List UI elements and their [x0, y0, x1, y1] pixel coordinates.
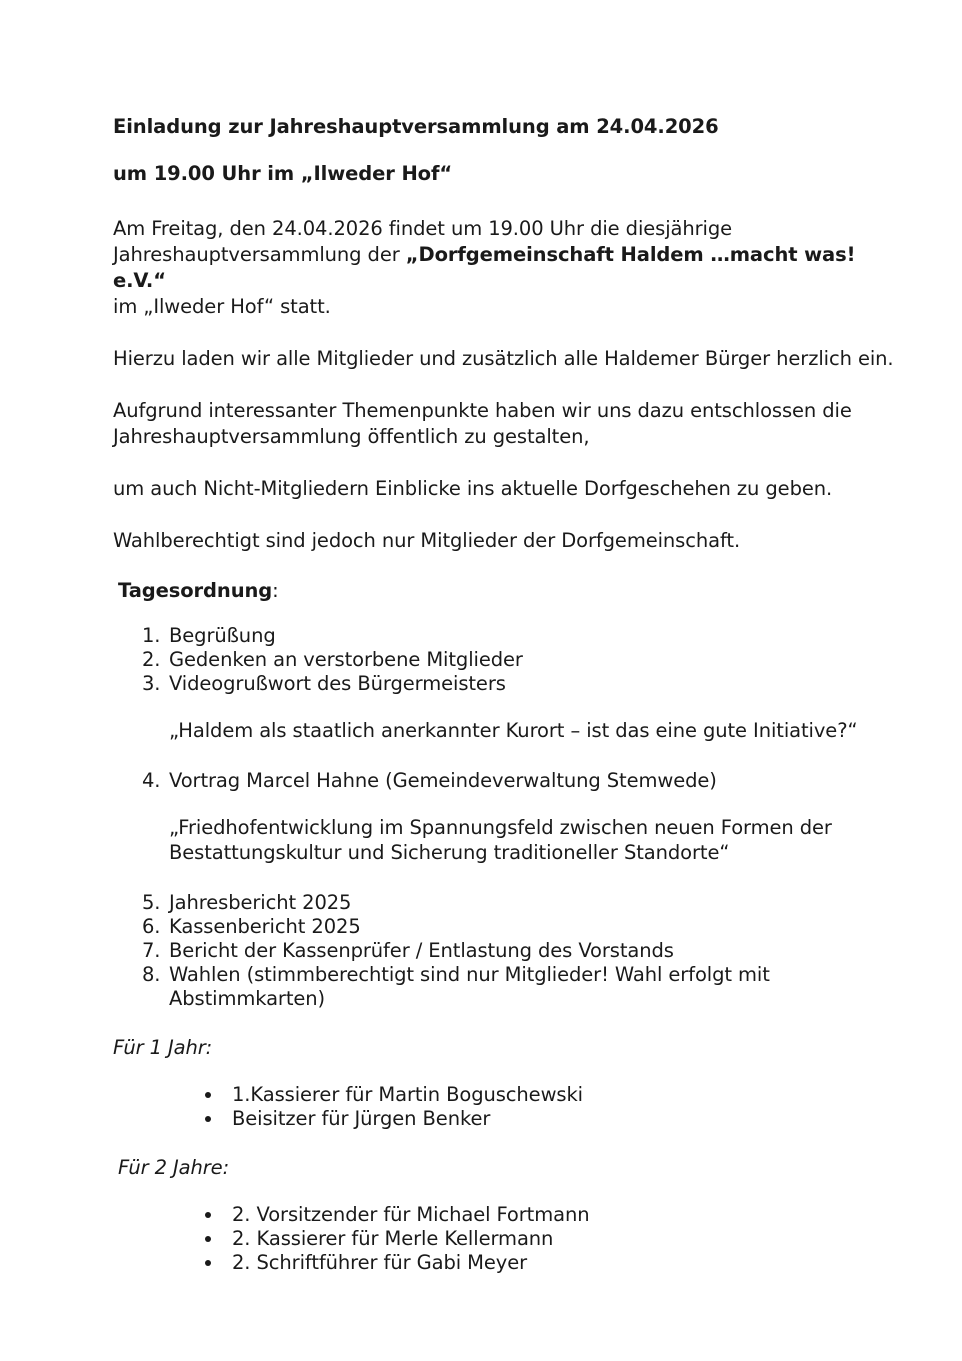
agenda-item: [113, 891, 903, 915]
agenda-item: [113, 915, 903, 939]
bullet-icon: [205, 1236, 211, 1242]
candidate-list-two-years: [113, 1203, 903, 1275]
agenda-item-number: 4.: [142, 769, 161, 792]
agenda-quote-friedhofentwicklung: [113, 815, 903, 865]
bullet-icon: [205, 1116, 211, 1122]
agenda-item-label: Videogrußwort des Bürgermeisters: [169, 672, 506, 695]
document-title-line-2: um 19.00 Uhr im „Ilweder Hof“: [113, 162, 453, 185]
public-meeting-paragraph: Aufgrund interessanter Themenpunkte haben wir uns dazu entschlossen die Jahreshauptversammlung öffentlich zu gestalten,: [113, 399, 852, 448]
agenda-item-label: Vortrag Marcel Hahne (Gemeindeverwaltung Stemwede): [169, 769, 717, 792]
non-members-paragraph: um auch Nicht-Mitgliedern Einblicke ins aktuelle Dorfgeschehen zu geben.: [113, 477, 833, 500]
agenda-item-label: Jahresbericht 2025: [169, 891, 352, 914]
agenda-list-part-1: [113, 624, 903, 696]
agenda-item-number: 8.: [142, 963, 161, 986]
agenda-heading-colon: :: [272, 579, 279, 602]
agenda-item-label: Bericht der Kassenprüfer / Entlastung des Vorstands: [169, 939, 674, 962]
agenda-quote-line-2: Bestattungskultur und Sicherung traditioneller Standorte“: [169, 841, 730, 864]
agenda-item-label: Kassenbericht 2025: [169, 915, 361, 938]
list-item: [113, 1227, 903, 1251]
agenda-item: [113, 672, 903, 696]
candidate-label: 2. Vorsitzender für Michael Fortmann: [232, 1203, 590, 1226]
agenda-item-label: Begrüßung: [169, 624, 276, 647]
agenda-item-number: 2.: [142, 648, 161, 671]
agenda-item: [113, 648, 903, 672]
list-item: [113, 1083, 903, 1107]
agenda-item: [113, 939, 903, 963]
candidate-label: 1.Kassierer für Martin Boguschewski: [232, 1083, 583, 1106]
agenda-item-number: 7.: [142, 939, 161, 962]
invitation-paragraph: Hierzu laden wir alle Mitglieder und zusätzlich alle Haldemer Bürger herzlich ein.: [113, 347, 894, 370]
agenda-list-part-2: [113, 769, 903, 793]
agenda-list-part-3: [113, 891, 903, 1011]
candidate-label: 2. Kassierer für Merle Kellermann: [232, 1227, 554, 1250]
spacer: [113, 1131, 903, 1155]
agenda-item-number: 3.: [142, 672, 161, 695]
term-label-two-years: Für 2 Jahre:: [118, 1156, 230, 1179]
agenda-item-label: Gedenken an verstorbene Mitglieder: [169, 648, 523, 671]
candidate-label: Beisitzer für Jürgen Benker: [232, 1107, 491, 1130]
agenda-item-number: 6.: [142, 915, 161, 938]
agenda-heading-label: Tagesordnung: [118, 579, 273, 602]
agenda-item: [113, 769, 903, 793]
intro-part-1: Am Freitag, den 24.04.2026 findet um 19.00 Uhr die diesjährige: [113, 217, 733, 240]
agenda-item-label: Wahlen (stimmberechtigt sind nur Mitglieder! Wahl erfolgt mit Abstimmkarten): [169, 963, 770, 1010]
agenda-item: [113, 624, 903, 648]
agenda-quote-line-1: „Friedhofentwicklung im Spannungsfeld zwischen neuen Formen der: [169, 816, 832, 839]
voting-rights-paragraph: Wahlberechtigt sind jedoch nur Mitglieder der Dorfgemeinschaft.: [113, 529, 741, 552]
agenda-item: [113, 963, 903, 1011]
intro-part-2: Jahreshauptversammlung der: [113, 243, 406, 266]
bullet-icon: [205, 1212, 211, 1218]
list-item: [113, 1203, 903, 1227]
intro-part-3: im „Ilweder Hof“ statt.: [113, 295, 331, 318]
agenda-heading: [113, 578, 903, 604]
document-body: [113, 114, 903, 1275]
list-item: [113, 1107, 903, 1131]
agenda-item-number: 1.: [142, 624, 161, 647]
intro-paragraph: [113, 216, 903, 320]
term-label-one-year: Für 1 Jahr:: [113, 1036, 213, 1059]
document-title-line-1: Einladung zur Jahreshauptversammlung am 24.04.2026: [113, 115, 719, 138]
bullet-icon: [205, 1260, 211, 1266]
candidate-label: 2. Schriftführer für Gabi Meyer: [232, 1251, 528, 1274]
bullet-icon: [205, 1092, 211, 1098]
list-item: [113, 1251, 903, 1275]
agenda-item-number: 5.: [142, 891, 161, 914]
agenda-quote-kurort: „Haldem als staatlich anerkannter Kurort – ist das eine gute Initiative?“: [169, 719, 858, 742]
organisation-name: „Dorfgemeinschaft Haldem …macht was! e.V.“: [113, 243, 856, 292]
spacer: [113, 1011, 903, 1035]
candidate-list-one-year: [113, 1083, 903, 1131]
